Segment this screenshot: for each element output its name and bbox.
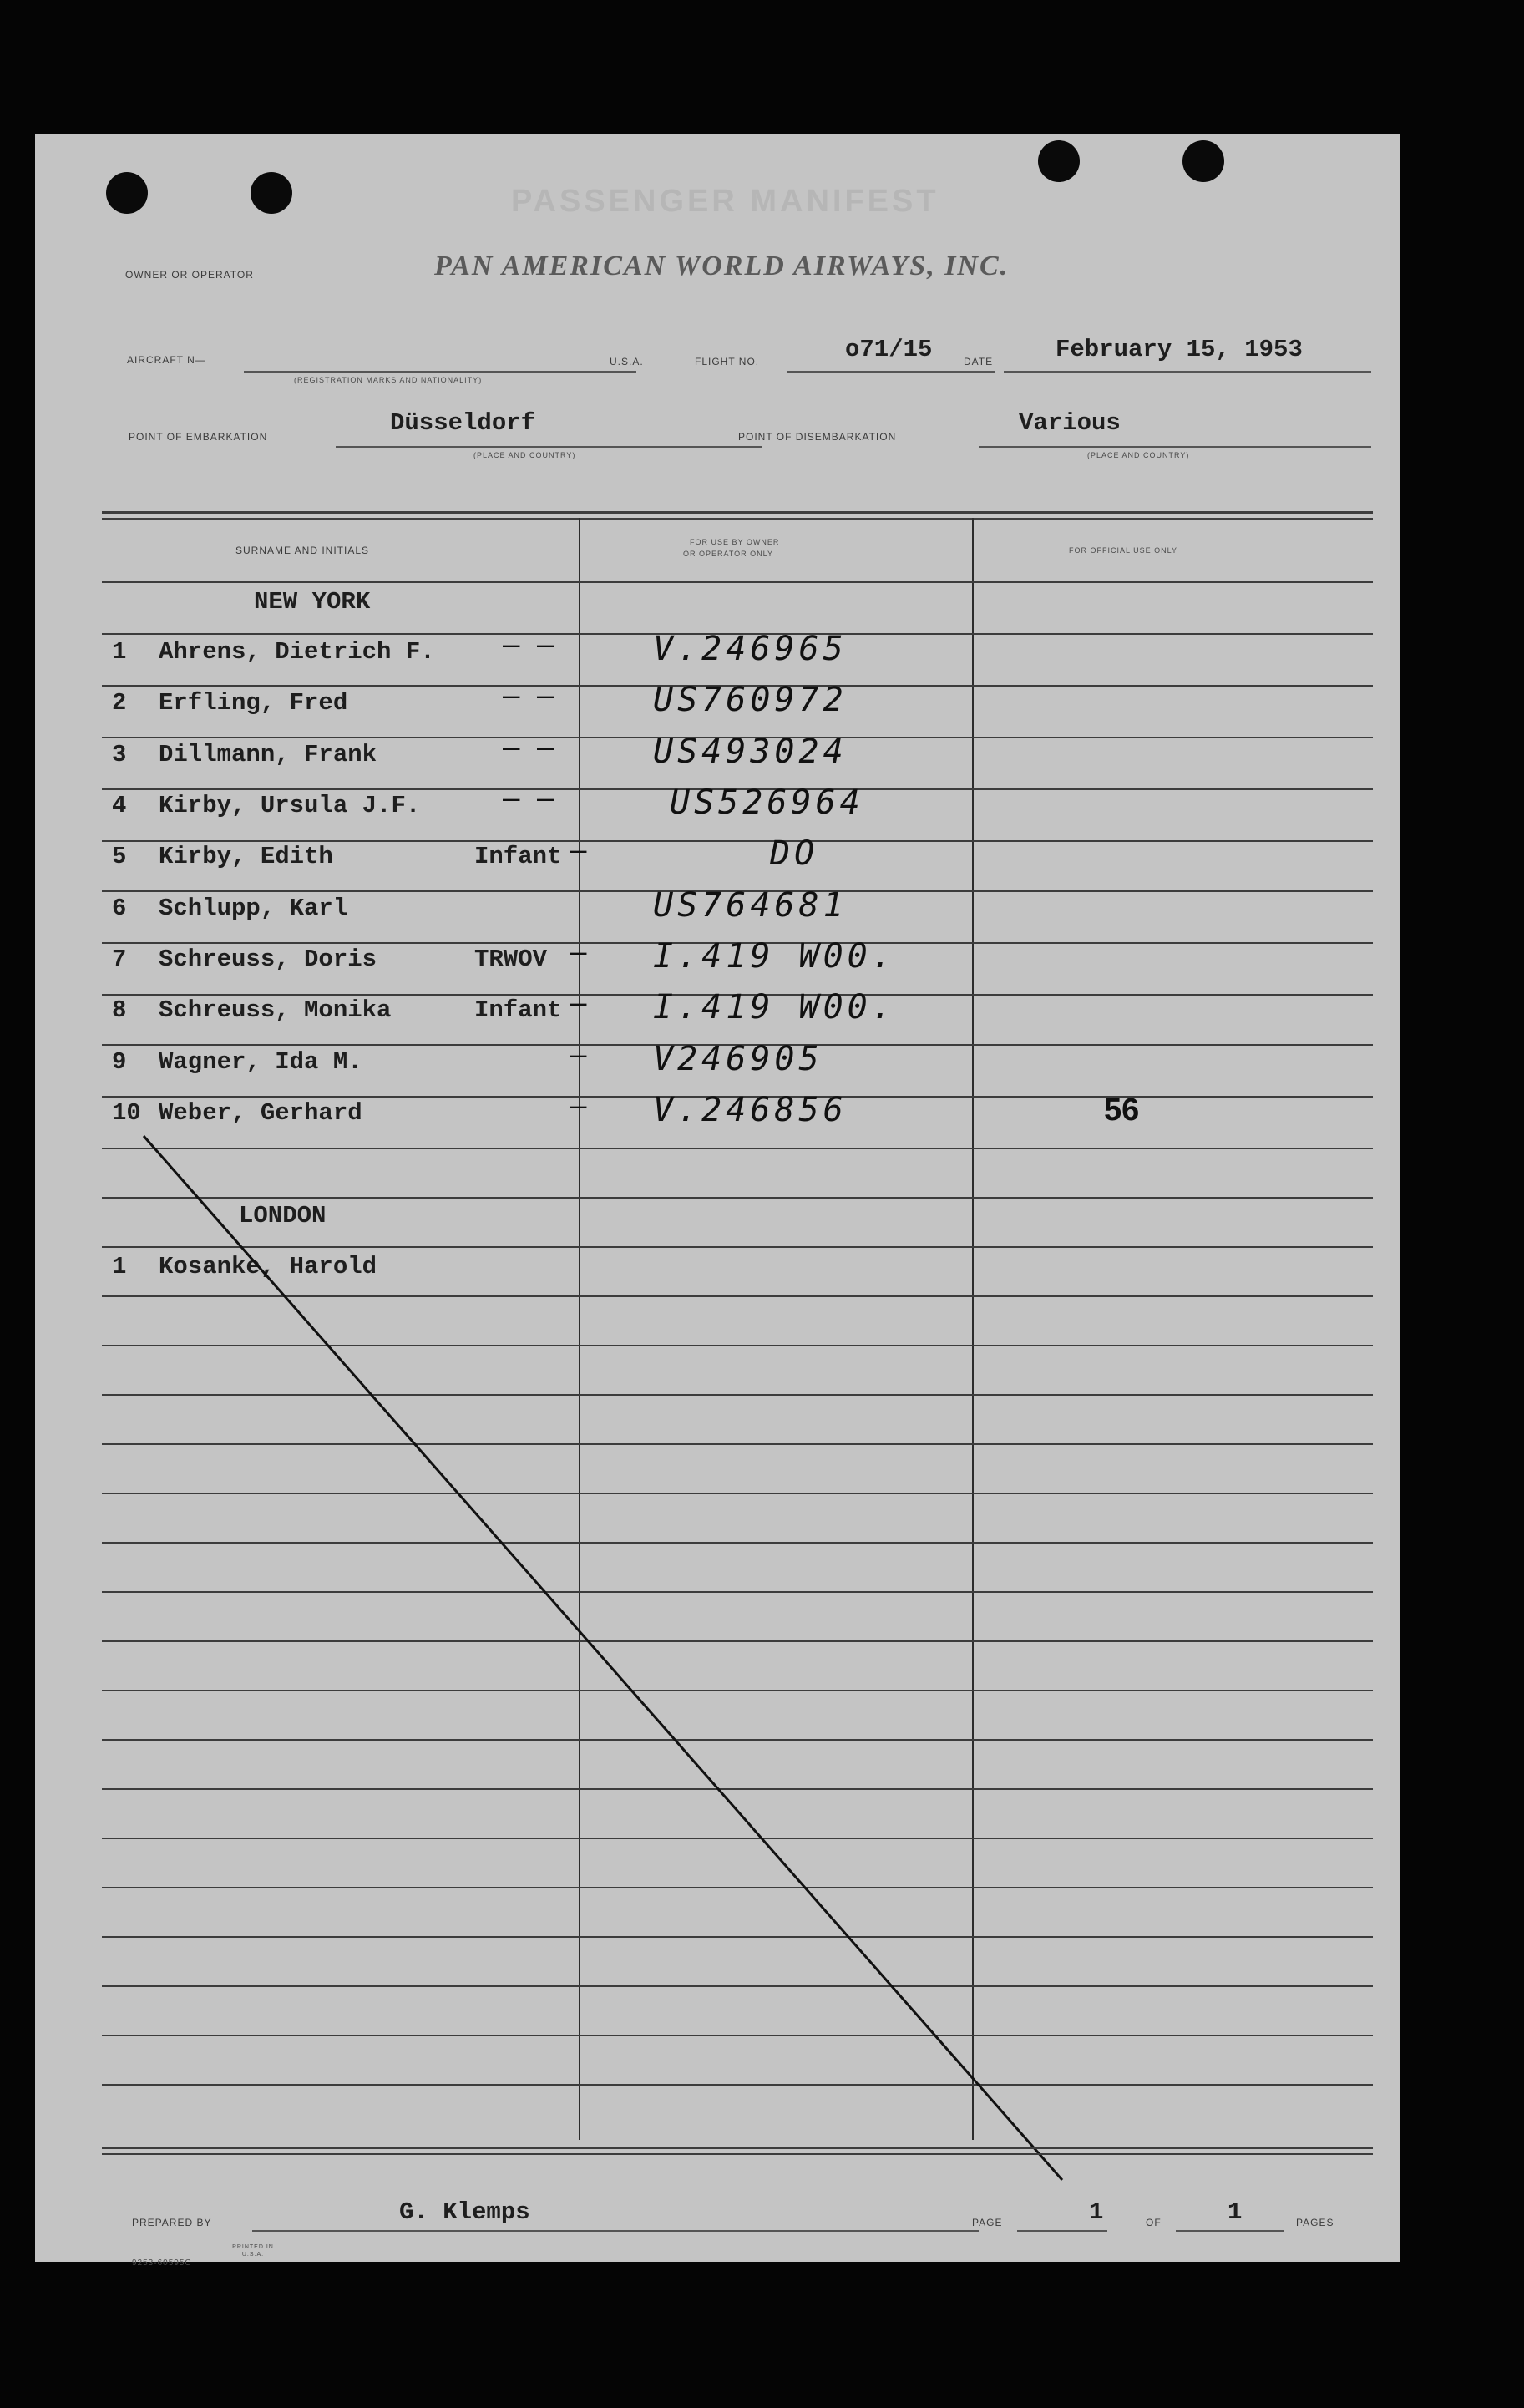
row-number: 1 — [112, 1253, 127, 1280]
row-number: 8 — [112, 996, 127, 1024]
cancellation-line — [35, 134, 1400, 2262]
page-label: PAGE — [972, 2217, 1003, 2228]
page-number: 1 — [1089, 2198, 1104, 2226]
passenger-name: Kirby, Ursula J.F. — [159, 792, 421, 819]
aircraft-label: AIRCRAFT N— — [127, 354, 206, 366]
row-number: 5 — [112, 843, 127, 870]
passenger-name: Erfling, Fred — [159, 689, 348, 717]
passenger-name: Schreuss, Doris — [159, 945, 377, 973]
document-number: I.419 W00. — [653, 988, 896, 1027]
row-number: 1 — [112, 638, 127, 666]
embarkation-note: (PLACE AND COUNTRY) — [473, 451, 576, 459]
document-number: V.246965 — [653, 630, 848, 668]
document-number: US493024 — [653, 733, 848, 771]
column-header-surname: SURNAME AND INITIALS — [235, 545, 370, 556]
printed-stamp: PRINTED IN U.S.A. — [232, 2244, 274, 2258]
passenger-name: Dillmann, Frank — [159, 741, 377, 768]
document-number: I.419 W00. — [653, 937, 896, 976]
flight-date: February 15, 1953 — [1056, 336, 1303, 363]
of-label: OF — [1146, 2217, 1162, 2228]
official-use-number: 56 — [1104, 1092, 1140, 1128]
passenger-name: Wagner, Ida M. — [159, 1048, 362, 1076]
company-name: PAN AMERICAN WORLD AIRWAYS, INC. — [434, 251, 1010, 281]
row-number: 10 — [112, 1099, 141, 1127]
passenger-name: Weber, Gerhard — [159, 1099, 362, 1127]
passenger-name: Schreuss, Monika — [159, 996, 392, 1024]
total-pages: 1 — [1228, 2198, 1243, 2226]
prepared-by-label: PREPARED BY — [132, 2217, 212, 2228]
row-number: 4 — [112, 792, 127, 819]
row-number: 6 — [112, 895, 127, 922]
passenger-name: Kirby, Edith — [159, 843, 333, 870]
embarkation-place: Düsseldorf — [390, 409, 536, 437]
document-number: V.246856 — [653, 1091, 848, 1129]
flight-number: o71/15 — [845, 336, 933, 363]
registration-note: (REGISTRATION MARKS AND NATIONALITY) — [294, 376, 483, 384]
document-number: US526964 — [670, 783, 864, 822]
date-label: DATE — [964, 356, 994, 368]
disembarkation-label: POINT OF DISEMBARKATION — [738, 431, 897, 443]
row-number: 7 — [112, 945, 127, 973]
section-heading-london: LONDON — [239, 1202, 327, 1229]
form-number: 9253-60595C — [132, 2258, 192, 2268]
passenger-status: TRWOV — [474, 945, 548, 973]
row-number: 3 — [112, 741, 127, 768]
passenger-name: Kosanke, Harold — [159, 1253, 377, 1280]
row-number: 2 — [112, 689, 127, 717]
flight-label: FLIGHT NO. — [695, 356, 760, 368]
passenger-status: Infant — [474, 843, 562, 870]
column-header-owner-1: FOR USE BY OWNER — [690, 538, 780, 546]
column-header-owner-2: OR OPERATOR ONLY — [683, 550, 774, 558]
manifest-sheet: PASSENGER MANIFEST OWNER OR OPERATOR PAN AMERICAN WORLD AIRWAYS, INC. AIRCRAFT N— (REGISTRATION MARKS AND NATIONALITY) U.S.A. FLIGHT NO. o71/15 DATE February 15, 1953 POINT OF EMBARKATION Düsseldorf (PLACE AND COUNTRY) POINT OF DISEMBARKATION Various (PLACE AND COUNTRY) SURNAME AND INITIALS FOR USE BY OWNER OR OPERATOR ONLY FOR OFFICIAL USE ONLY NEW YORK 1 Ahrens, Dietrich F. V.246965 2 Erfling, Fred US760972 3 Dillmann, Frank US493024 4 Kirby, Ursula J.F. US526964 5 Kirby, Edith Infant DO 6 Schlupp, Karl US764681 7 Schreuss, Doris TRWOV I.419 W00. 8 Schreuss, Monika Infant I.419 W00. 9 Wagner, Ida M. V246905 10 Weber, Gerhard V.246856 56 – – – – – – – – — — — — — LONDON 1 Kosanke, Harold PREPARED BY G. Klemps PAGE 1 OF 1 PAGES 9253-60595C PRINTED IN U.S.A. — [35, 134, 1400, 2262]
embarkation-label: POINT OF EMBARKATION — [129, 431, 268, 443]
prepared-by-name: G. Klemps — [399, 2198, 530, 2226]
pages-label: PAGES — [1296, 2217, 1334, 2228]
passenger-name: Schlupp, Karl — [159, 895, 348, 922]
document-number: US760972 — [653, 681, 848, 719]
usa-label: U.S.A. — [610, 356, 644, 368]
section-heading-new-york: NEW YORK — [254, 588, 371, 616]
faded-form-title: PASSENGER MANIFEST — [511, 184, 939, 219]
owner-label: OWNER OR OPERATOR — [125, 269, 254, 281]
passenger-status: Infant — [474, 996, 562, 1024]
document-number: V246905 — [653, 1040, 823, 1078]
disembarkation-note: (PLACE AND COUNTRY) — [1087, 451, 1190, 459]
column-header-official: FOR OFFICIAL USE ONLY — [1069, 546, 1178, 555]
row-number: 9 — [112, 1048, 127, 1076]
passenger-name: Ahrens, Dietrich F. — [159, 638, 435, 666]
document-number: DO — [770, 834, 819, 873]
disembarkation-place: Various — [1019, 409, 1121, 437]
document-number: US764681 — [653, 886, 848, 925]
